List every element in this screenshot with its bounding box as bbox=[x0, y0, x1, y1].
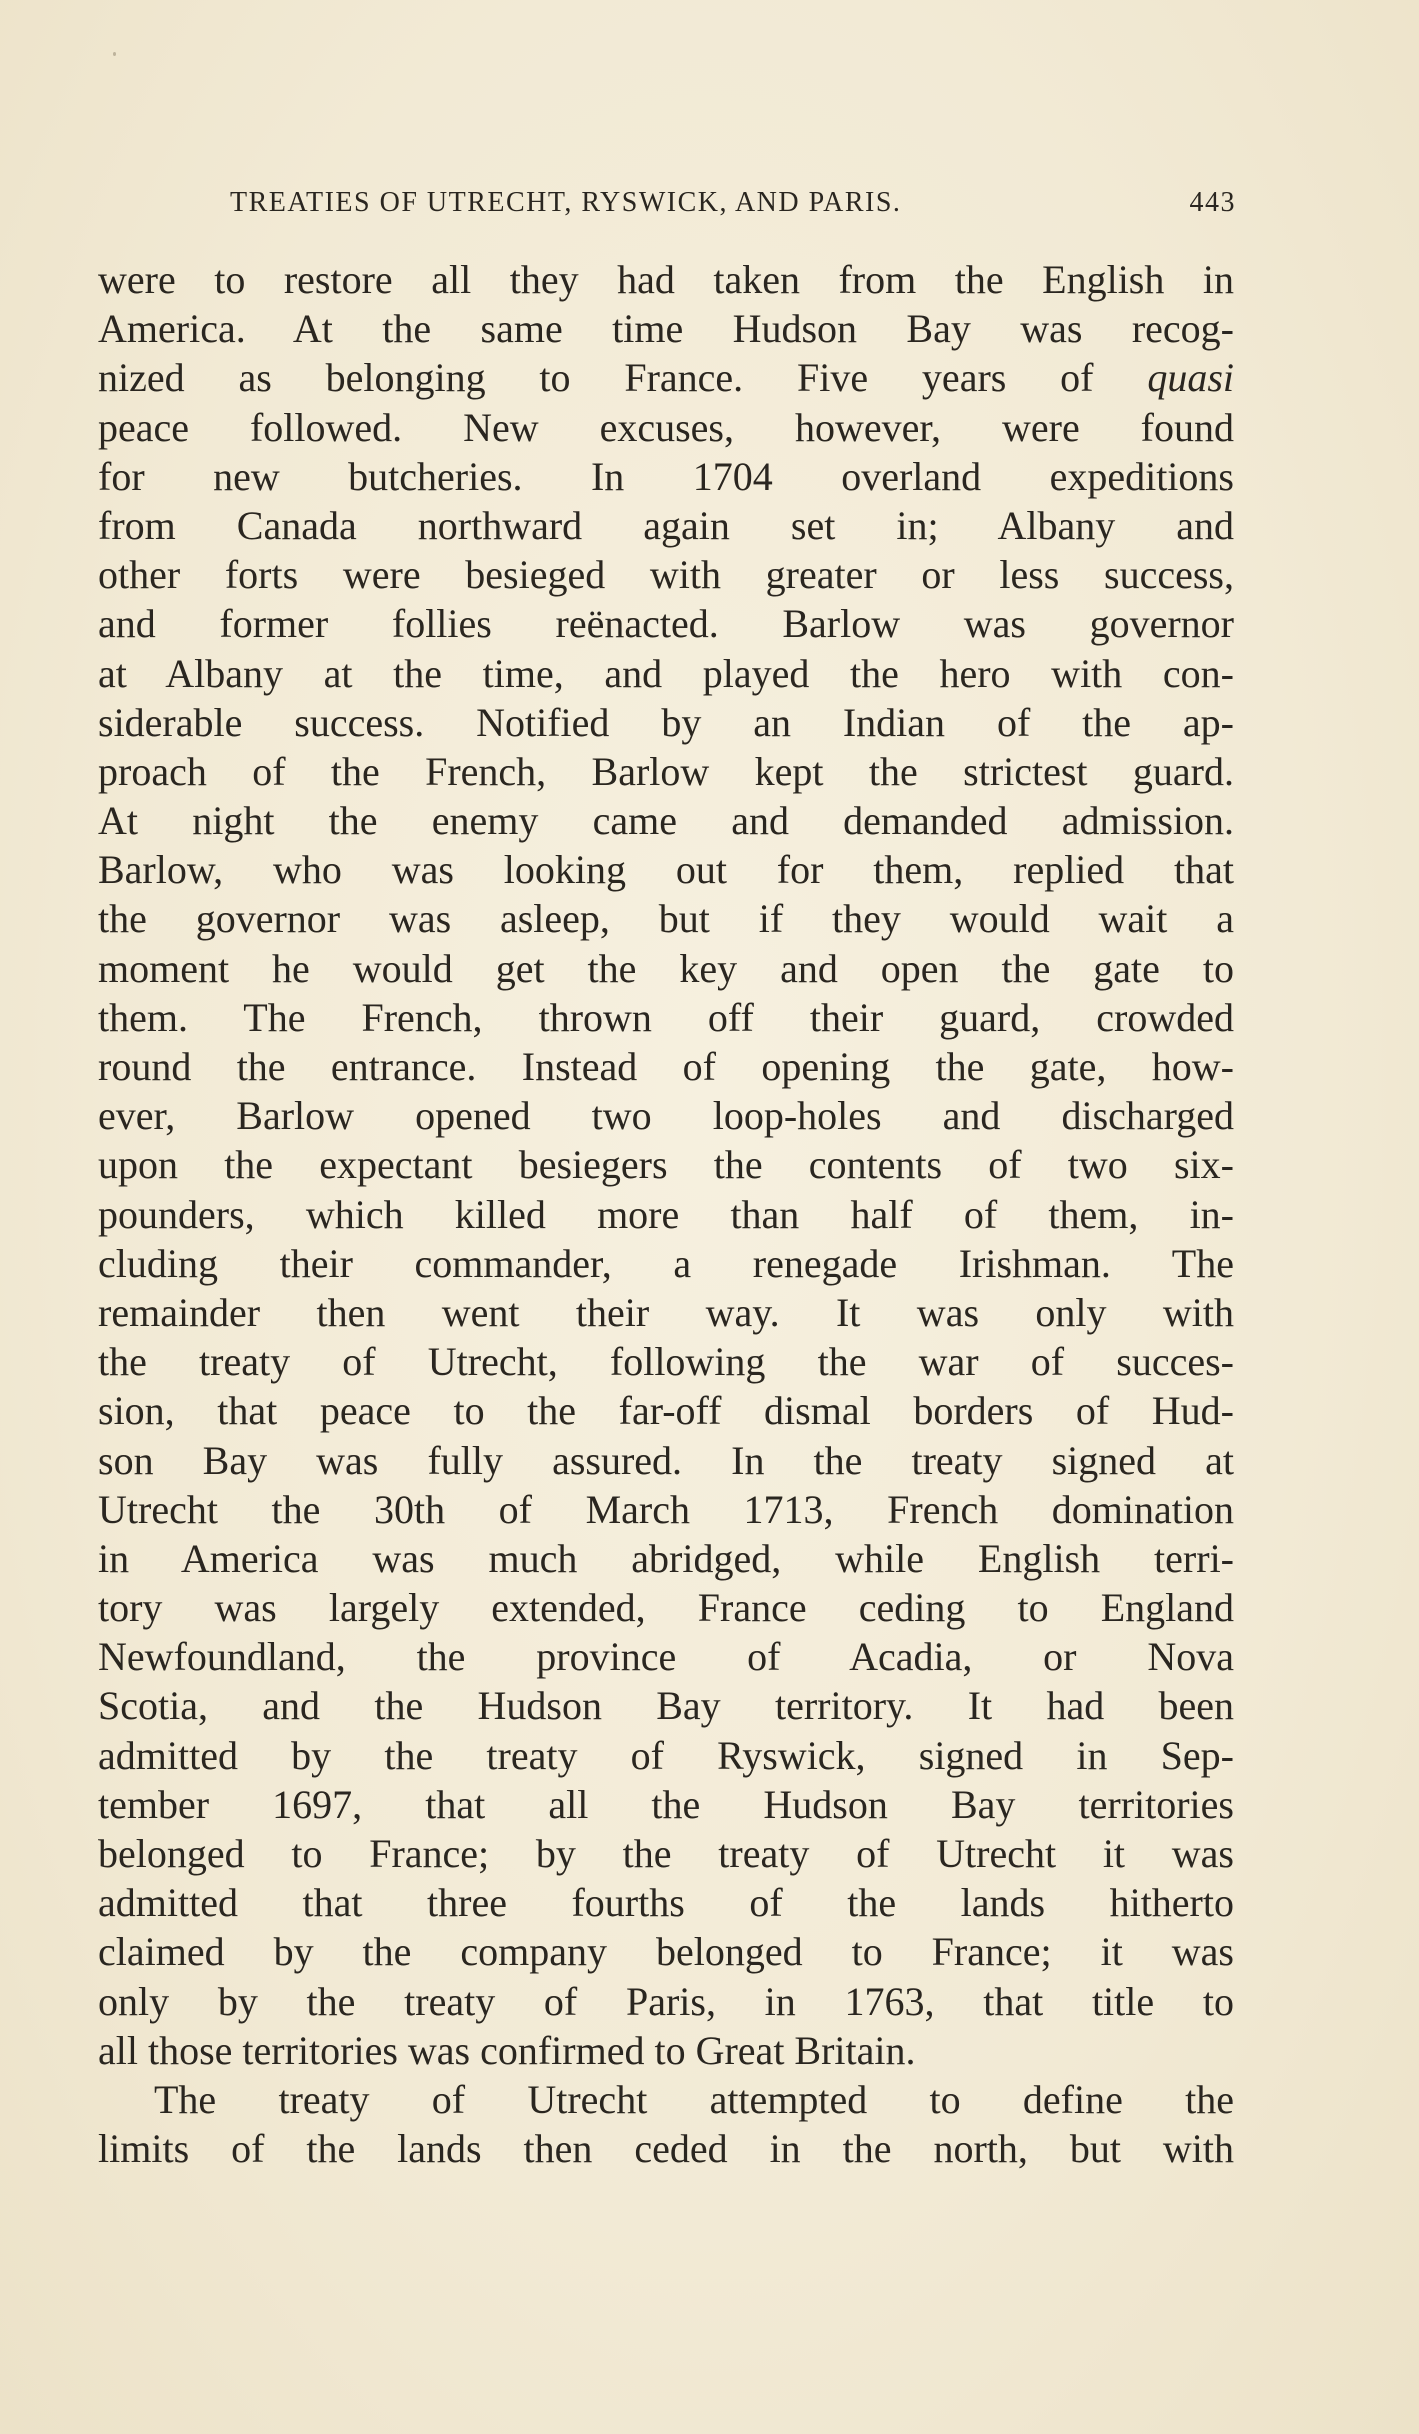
text-line: them. The French, thrown off their guard, crowded bbox=[98, 994, 1234, 1040]
text-line: were to restore all they had taken from the English in bbox=[98, 257, 1234, 302]
text-line: only by the treaty of Paris, in 1763, that title to bbox=[98, 1978, 1234, 2024]
page-header bbox=[230, 183, 1236, 223]
page-number: 443 bbox=[1189, 187, 1236, 218]
text-line: upon the expectant besiegers the contents of two six- bbox=[98, 1142, 1234, 1188]
text-line: other forts were besieged with greater or less success, bbox=[98, 552, 1234, 598]
text-line: the treaty of Utrecht, following the war of succes- bbox=[98, 1339, 1234, 1385]
text-line: son Bay was fully assured. In the treaty signed at bbox=[98, 1437, 1234, 1483]
text-line: proach of the French, Barlow kept the strictest guard. bbox=[98, 748, 1234, 794]
text-line: admitted by the treaty of Ryswick, signed in Sep- bbox=[98, 1732, 1234, 1778]
text-line: admitted that three fourths of the lands hitherto bbox=[98, 1880, 1234, 1926]
text-line: claimed by the company belonged to France; it was bbox=[98, 1929, 1234, 1975]
text-line: At night the enemy came and demanded admission. bbox=[98, 798, 1234, 844]
text-line: in America was much abridged, while English terri- bbox=[98, 1535, 1234, 1581]
text-line: remainder then went their way. It was only with bbox=[98, 1289, 1234, 1335]
text-line: limits of the lands then ceded in the north, but with bbox=[98, 2126, 1234, 2172]
paper-speck bbox=[113, 52, 116, 56]
text-line: pounders, which killed more than half of them, in- bbox=[98, 1191, 1234, 1237]
text-line: at Albany at the time, and played the hero with con- bbox=[98, 650, 1234, 696]
text-line: peace followed. New excuses, however, were found bbox=[98, 404, 1234, 450]
text-line: Scotia, and the Hudson Bay territory. It had been bbox=[98, 1683, 1234, 1729]
text-line: moment he would get the key and open the gate to bbox=[98, 945, 1234, 991]
text-line: tember 1697, that all the Hudson Bay territories bbox=[98, 1781, 1234, 1827]
text-line: America. At the same time Hudson Bay was recog- bbox=[98, 306, 1234, 352]
text-line: sion, that peace to the far-off dismal borders of Hud- bbox=[98, 1388, 1234, 1434]
text-line: from Canada northward again set in; Albany and bbox=[98, 502, 1234, 548]
text-line: Barlow, who was looking out for them, replied that bbox=[98, 847, 1234, 893]
text-line: The treaty of Utrecht attempted to define the bbox=[154, 2076, 1234, 2122]
text-line: Newfoundland, the province of Acadia, or Nova bbox=[98, 1634, 1234, 1680]
text-line: round the entrance. Instead of opening the gate, how- bbox=[98, 1044, 1234, 1089]
text-line: siderable success. Notified by an Indian of the ap- bbox=[98, 699, 1234, 745]
text-line: belonged to France; by the treaty of Utrecht it was bbox=[98, 1831, 1234, 1876]
running-head: TREATIES OF UTRECHT, RYSWICK, AND PARIS. bbox=[230, 187, 902, 218]
text-line: the governor was asleep, but if they would wait a bbox=[98, 896, 1234, 942]
text-line: tory was largely extended, France ceding to England bbox=[98, 1585, 1234, 1631]
text-line: ever, Barlow opened two loop-holes and discharged bbox=[98, 1093, 1234, 1139]
text-line: nized as belonging to France. Five years of quasi bbox=[98, 355, 1234, 401]
text-line: and former follies reënacted. Barlow was governor bbox=[98, 601, 1234, 647]
body-text bbox=[98, 255, 1234, 2173]
text-line: Utrecht the 30th of March 1713, French domination bbox=[98, 1486, 1234, 1532]
text-line: cluding their commander, a renegade Irishman. The bbox=[98, 1240, 1234, 1286]
text-line: all those territories was confirmed to Great Britain. bbox=[98, 2027, 916, 2073]
text-line: for new butcheries. In 1704 overland expeditions bbox=[98, 453, 1234, 499]
